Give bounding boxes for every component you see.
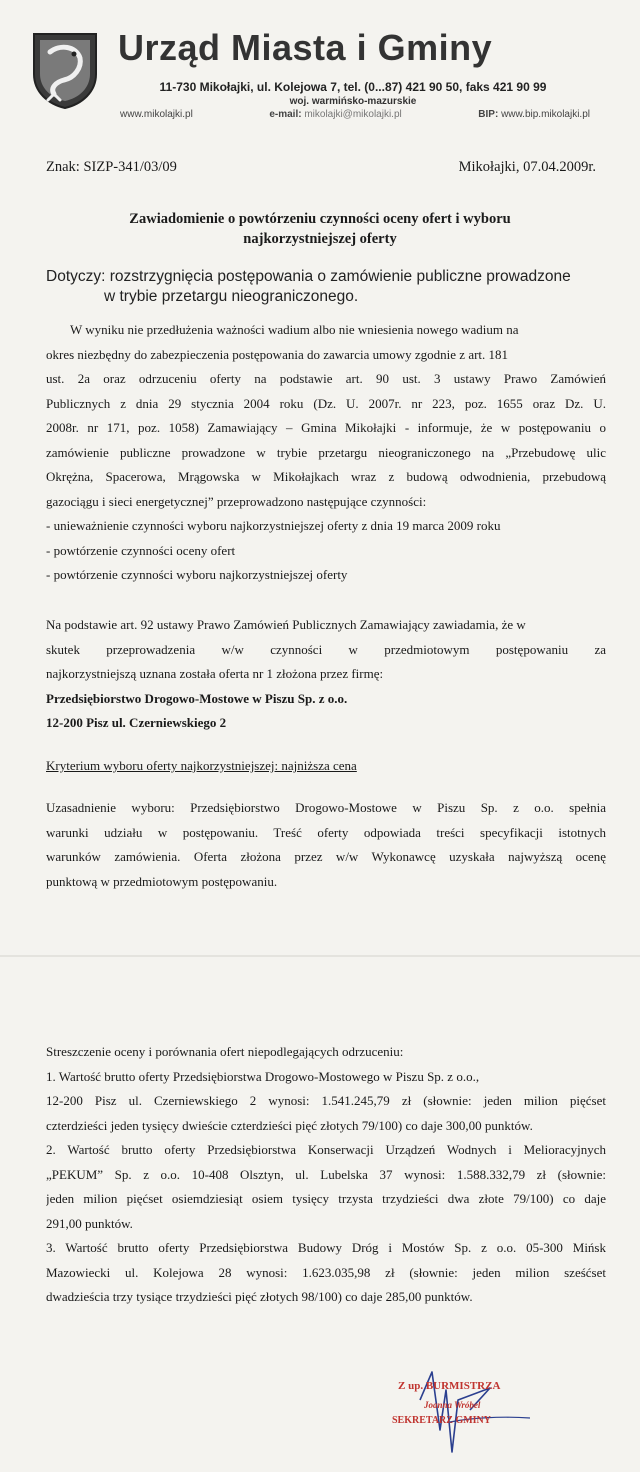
text-line: warunków zamówienia. Oferta złożona przez w/w Wykonawcę uzyskała najwyższą ocenę: [46, 849, 606, 864]
office-contacts: [120, 109, 590, 120]
subject-line-2: w trybie przetargu nieograniczonego.: [104, 288, 359, 305]
text-line: warunki udziału w postępowaniu. Treść oferty odpowiada treści specyfikacji istotnych: [46, 824, 606, 840]
winner-address: 12-200 Pisz ul. Czerniewskiego 2: [46, 715, 227, 730]
text-line: Uzasadnienie wyboru: Przedsiębiorstwo Drogowo-Mostowe w Piszu Sp. z o.o. spełnia: [46, 800, 606, 815]
stamp-authority: Z up. BURMISTRZA: [398, 1380, 501, 1392]
email-label: e-mail:: [269, 109, 302, 120]
text-line: Streszczenie oceny i porównania ofert niepodlegających odrzuceniu:: [46, 1044, 404, 1059]
heading-line-1: Zawiadomienie o powtórzeniu czynności oceny ofert i wyboru: [129, 211, 511, 227]
heading-line-2: najkorzystniejszej oferty: [243, 231, 397, 247]
text-line: 2008r. nr 171, poz. 1058) Zamawiający – Gmina Mikołajki - informuje, że w postępowaniu o: [46, 420, 606, 435]
email-link[interactable]: mikolajki@mikolajki.pl: [304, 109, 402, 120]
text-line: okres niezbędny do zabezpieczenia postępowania do zawarcia umowy zgodnie z art. 181: [46, 346, 509, 362]
text-line: „PEKUM” Sp. z o.o. 10-408 Olsztyn, ul. Lubelska 37 wynosi: 1.588.332,79 zł (słownie:: [46, 1166, 606, 1182]
criterion-block: [46, 754, 606, 779]
text-line: skutek przeprowadzenia w/w czynności w przedmiotowym postępowaniu za: [46, 641, 606, 657]
text-line: 291,00 punktów.: [46, 1215, 133, 1231]
text-line: 2. Wartość brutto oferty Przedsiębiorstwa Konserwacji Urządzeń Wodnych i Melioracyjnych: [46, 1142, 606, 1157]
selection-criterion: Kryterium wyboru oferty najkorzystniejszej: najniższa cena: [46, 758, 357, 773]
list-item: - unieważnienie czynności wyboru najkorzystniejszej oferty z dnia 19 marca 2009 roku: [46, 518, 501, 533]
reference-line: [46, 159, 596, 176]
text-line: 3. Wartość brutto oferty Przedsiębiorstwa Budowy Dróg i Mostów Sp. z o.o. 05-300 Mińsk: [46, 1240, 606, 1255]
text-line: Publicznych z dnia 29 stycznia 2004 roku (Dz. U. 2007r. nr 223, poz. 1655 oraz Dz. U.: [46, 395, 606, 411]
text-line: punktową w przedmiotowym postępowaniu.: [46, 873, 278, 889]
paragraph-summary: [46, 1040, 606, 1310]
text-line: zamówienie publiczne prowadzone w trybie przetargu nieograniczonego na „Przebudowę ulic: [46, 444, 606, 460]
winner-name: Przedsiębiorstwo Drogowo-Mostowe w Piszu Sp. z o.o.: [46, 690, 348, 706]
stamp-name: Joanna Wróbel: [424, 1400, 481, 1410]
text-line: najkorzystniejszą uznana została oferta nr 1 złożona przez firmę:: [46, 666, 384, 681]
text-line: 1. Wartość brutto oferty Przedsiębiorstwa Drogowo-Mostowego w Piszu Sp. z o.o.,: [46, 1068, 480, 1084]
bip-label: BIP:: [478, 109, 499, 120]
reference-number: Znak: SIZP-341/03/09: [46, 159, 177, 175]
office-region: woj. warmińsko-mazurskie: [289, 96, 417, 107]
list-item: - powtórzenie czynności oceny ofert: [46, 542, 236, 558]
text-line: Mazowiecki ul. Kolejowa 28 wynosi: 1.623.035,98 zł (słownie: jeden milion sześćset: [46, 1264, 606, 1280]
bip-contact: [478, 109, 590, 120]
office-title: Urząd Miasta i Gminy: [118, 27, 493, 68]
paragraph-intro: [46, 318, 606, 588]
stamp-position: SEKRETARZ GMINY: [392, 1415, 491, 1426]
website-link[interactable]: www.mikolajki.pl: [120, 109, 193, 120]
text-line: Na podstawie art. 92 ustawy Prawo Zamówień Publicznych Zamawiający zawiadamia, że w: [46, 617, 526, 632]
text-line: Okrężna, Spacerowa, Mrągowska w Mikołajkach wraz z budową odwodnienia, przebudową: [46, 469, 606, 484]
paragraph-decision: [46, 613, 606, 736]
office-address: 11-730 Mikołajki, ul. Kolejowa 7, tel. (0...87) 421 90 50, faks 421 90 99: [159, 80, 547, 94]
document-heading: [60, 209, 580, 249]
text-line: czterdzieści jeden tysięcy dwieście czterdzieści pięć złotych 79/100) co daje 300,00 punktów.: [46, 1117, 533, 1133]
handwritten-signature: [380, 1360, 560, 1460]
bip-link[interactable]: www.bip.mikolajki.pl: [501, 109, 590, 120]
fish-coat-of-arms-icon: [30, 30, 100, 110]
place-and-date: Mikołajki, 07.04.2009r.: [458, 159, 596, 175]
text-line: 12-200 Pisz ul. Czerniewskiego 2 wynosi: 1.541.245,79 zł (słownie: jeden milion pięćset: [46, 1093, 606, 1108]
paragraph-justification: [46, 796, 606, 894]
subject-line-1: Dotyczy: rozstrzygnięcia postępowania o zamówienie publiczne prowadzone: [46, 268, 571, 285]
text-line: jeden milion pięćset osiemdziesiąt osiem tysięcy trzysta trzydzieści dwa złote 79/100) co daje: [46, 1191, 606, 1206]
text-line: gazociągu i sieci energetycznej” przeprowadzono następujące czynności:: [46, 493, 427, 509]
text-line: dwadzieścia trzy tysiące trzydzieści pięć złotych 98/100) co daje 285,00 punktów.: [46, 1289, 473, 1304]
page-divider: [0, 955, 640, 957]
text-line: W wyniku nie przedłużenia ważności wadium albo nie wniesienia nowego wadium na: [70, 322, 519, 337]
list-item: - powtórzenie czynności wyboru najkorzystniejszej oferty: [46, 567, 348, 582]
email-contact: [269, 109, 401, 120]
text-line: ust. 2a oraz odrzuceniu oferty na podstawie art. 90 ust. 3 ustawy Prawo Zamówień: [46, 371, 606, 386]
subject-block: [46, 267, 606, 307]
